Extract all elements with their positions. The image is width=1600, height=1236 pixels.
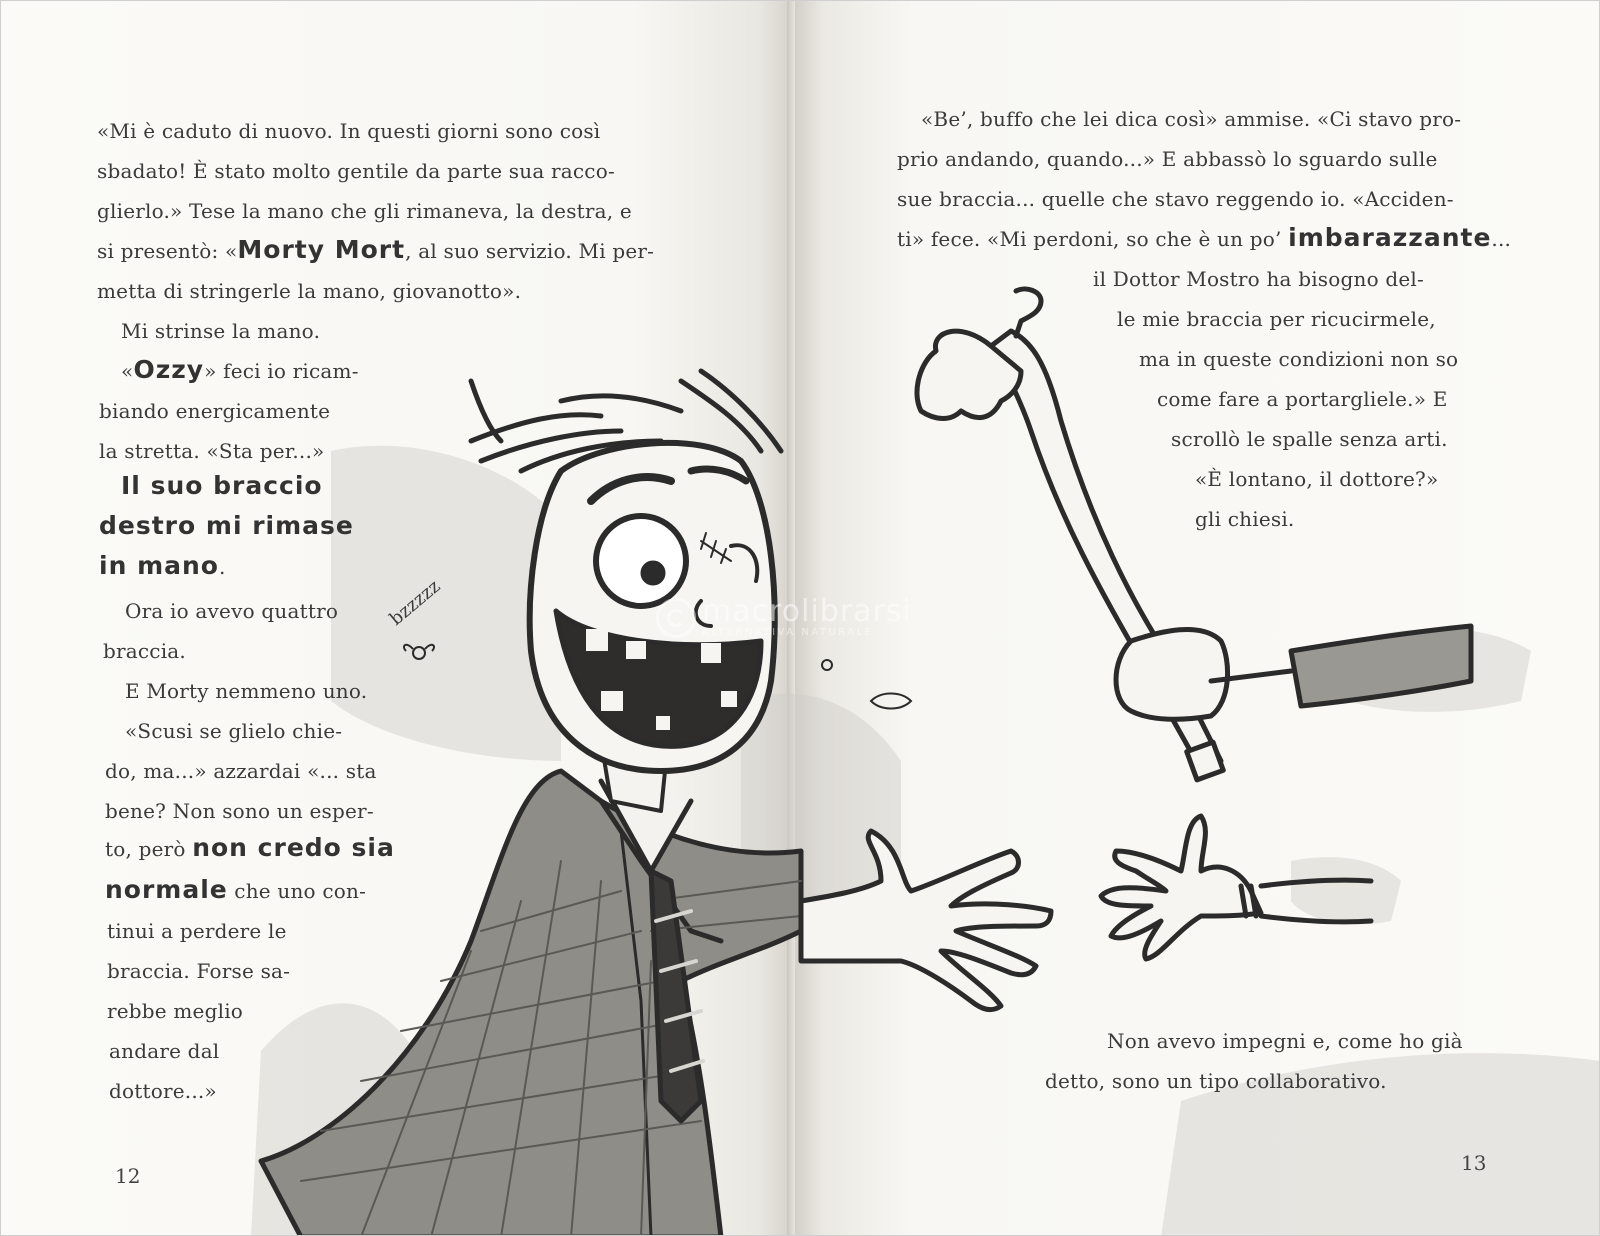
- left-p4-line3: [99, 551, 226, 580]
- left-p6: E Morty nemmeno uno.: [125, 679, 368, 703]
- left-p3-line1: [121, 355, 359, 384]
- left-p5-line1: Ora io avevo quattro: [125, 599, 339, 623]
- left-p1-line1: «Mi è caduto di nuovo. In questi giorni sono così: [97, 119, 601, 143]
- left-p2: Mi strinse la mano.: [121, 319, 321, 343]
- right-p1-line1: «Be’, buffo che lei dica così» ammise. «Ci stavo pro-: [921, 107, 1462, 131]
- right-p1-line9: scrollò le spalle senza arti.: [1171, 427, 1448, 451]
- right-p2-line1: «È lontano, il dottore?»: [1195, 467, 1439, 491]
- text-run: che uno con-: [227, 879, 367, 903]
- left-p7-line6: tinui a perdere le: [107, 919, 287, 943]
- left-p1-line4: [97, 235, 654, 264]
- emphasis-imbarazzante: imbarazzante: [1288, 223, 1492, 252]
- text-run: .: [218, 555, 226, 579]
- text-run: to, però: [105, 837, 193, 861]
- watermark-tagline: ALTERNATIVA NATURALE: [702, 627, 874, 638]
- right-p1-line5: il Dottor Mostro ha bisogno del-: [1093, 267, 1424, 291]
- left-p7-line2: do, ma...» azzardai «... sta: [105, 759, 377, 783]
- left-p7-line5: [105, 875, 366, 904]
- watermark-name: macrolibrarsi: [702, 594, 912, 629]
- left-p4-line1: Il suo braccio: [121, 471, 323, 500]
- left-p7-line1: «Scusi se glielo chie-: [125, 719, 343, 743]
- text-run: , al suo servizio. Mi per-: [405, 239, 655, 263]
- text-run: «: [121, 359, 134, 383]
- text-run: ...: [1491, 227, 1512, 251]
- page-number-right: 13: [1461, 1151, 1487, 1175]
- watermark: [656, 594, 912, 638]
- text-run: si presentò: «: [97, 239, 238, 263]
- right-p3-line2: detto, sono un tipo collaborativo.: [1045, 1069, 1387, 1093]
- left-p7-line9: andare dal: [109, 1039, 220, 1063]
- left-p3-line2: biando energicamente: [99, 399, 331, 423]
- watermark-text: [702, 594, 912, 638]
- left-p7-line7: braccia. Forse sa-: [107, 959, 291, 983]
- right-p1-line2: prio andando, quando...» E abbassò lo sguardo sulle: [897, 147, 1438, 171]
- right-p1-line4: [897, 223, 1511, 252]
- left-p7-line8: rebbe meglio: [107, 999, 244, 1023]
- left-p7-line3: bene? Non sono un esper-: [105, 799, 374, 823]
- left-p1-line2: sbadato! È stato molto gentile da parte sua racco-: [97, 159, 615, 183]
- page-number-left: 12: [115, 1164, 141, 1188]
- left-p7-line10: dottore...»: [109, 1079, 217, 1103]
- text-run: » feci io ricam-: [204, 359, 359, 383]
- left-p1-line5: metta di stringerle la mano, giovanotto».: [97, 279, 522, 303]
- emphasis-normale: normale: [105, 875, 228, 904]
- left-p4-line2: destro mi rimase: [99, 511, 354, 540]
- right-p1-line6: le mie braccia per ricucirmele,: [1117, 307, 1436, 331]
- right-p2-line2: gli chiesi.: [1195, 507, 1295, 531]
- right-p1-line7: ma in queste condizioni non so: [1139, 347, 1459, 371]
- right-p1-line3: sue braccia... quelle che stavo reggendo io. «Acciden-: [897, 187, 1454, 211]
- right-p1-line8: come fare a portargliele.» E: [1157, 387, 1448, 411]
- right-p3-line1: Non avevo impegni e, come ho già: [1107, 1029, 1463, 1053]
- macrolibrarsi-logo-icon: [656, 598, 696, 638]
- emphasis-in-mano: in mano: [99, 551, 219, 580]
- emphasis-non-credo: non credo sia: [192, 833, 395, 862]
- left-p5-line2: braccia.: [103, 639, 186, 663]
- character-name-ozzy: Ozzy: [133, 355, 205, 384]
- sound-effect-bzz: bzzzzz: [385, 575, 445, 630]
- text-run: ti» fece. «Mi perdoni, so che è un po’: [897, 227, 1289, 251]
- left-p3-line3: la stretta. «Sta per...»: [99, 439, 325, 463]
- character-name-morty: Morty Mort: [237, 235, 406, 264]
- left-p1-line3: glierlo.» Tese la mano che gli rimaneva, la destra, e: [97, 199, 632, 223]
- left-p7-line4: [105, 833, 395, 862]
